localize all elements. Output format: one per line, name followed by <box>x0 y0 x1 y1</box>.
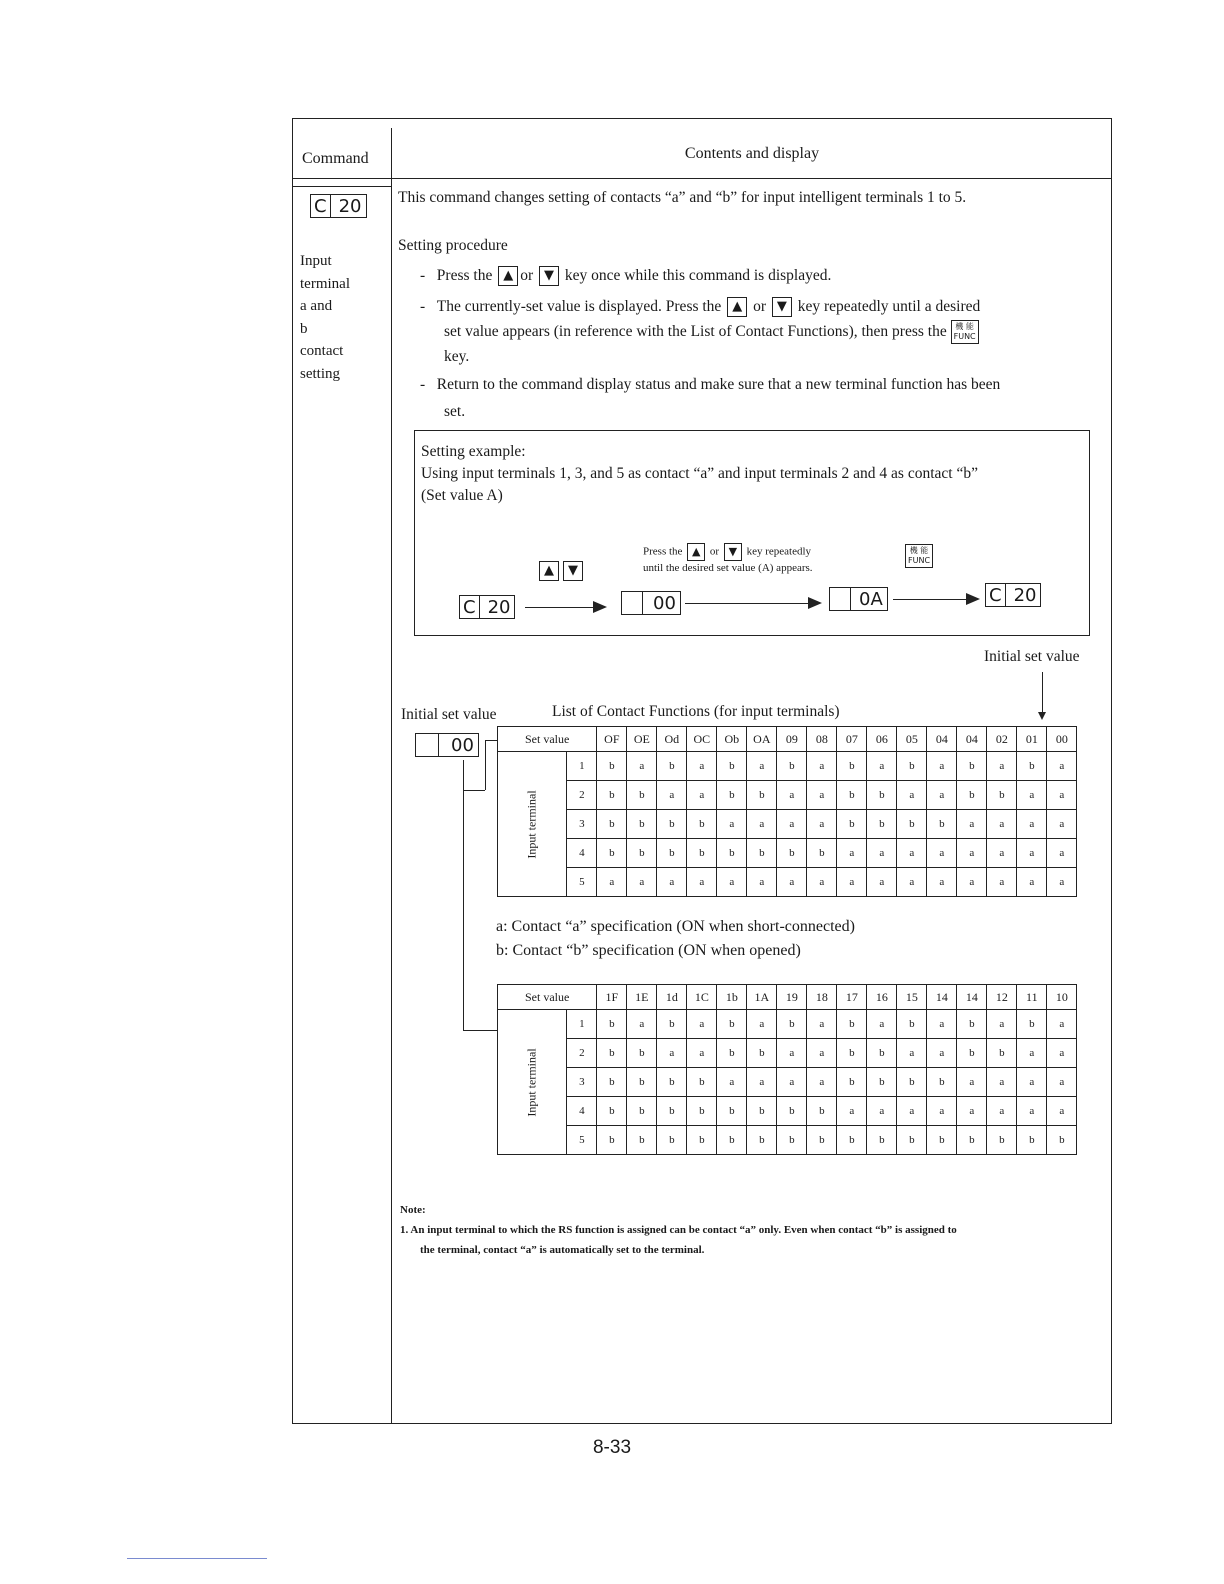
table-cell: a <box>927 1039 957 1068</box>
example-line: Using input terminals 1, 3, and 5 as contact “a” and input terminals 2 and 4 as contact “b” <box>421 465 978 482</box>
table-row <box>498 1097 1077 1126</box>
table-cell: a <box>1047 1097 1077 1126</box>
table-cell: a <box>747 810 777 839</box>
connector-line <box>463 790 464 1030</box>
header-contents: Contents and display <box>684 145 820 162</box>
table-cell: b <box>687 810 717 839</box>
table-cell: b <box>687 1068 717 1097</box>
table-cell: b <box>927 810 957 839</box>
table-header-cell: 01 <box>1017 727 1047 752</box>
table-cell: a <box>927 1010 957 1039</box>
procedure-title: Setting procedure <box>398 237 508 254</box>
table-cell: a <box>867 839 897 868</box>
table-cell: a <box>867 752 897 781</box>
table-cell: b <box>837 810 867 839</box>
command-code-number: 20 <box>331 194 368 218</box>
table-cell: b <box>897 810 927 839</box>
table-cell: b <box>1017 1010 1047 1039</box>
table-cell: b <box>657 1068 687 1097</box>
table-row <box>498 781 1077 810</box>
table-cell: b <box>897 1010 927 1039</box>
note <box>400 1200 957 1260</box>
table-cell: a <box>807 1068 837 1097</box>
example-keys <box>537 561 585 581</box>
table-cell: a <box>807 1039 837 1068</box>
table-cell: a <box>1047 839 1077 868</box>
up-key-icon: ▲ <box>539 561 559 581</box>
table-cell: b <box>717 1126 747 1155</box>
table-cell: b <box>777 1097 807 1126</box>
table-cell: a <box>927 1097 957 1126</box>
setting-example-text <box>421 441 978 507</box>
table-cell: a <box>837 868 867 897</box>
table-cell: a <box>867 1010 897 1039</box>
table-header-cell: 1d <box>657 985 687 1010</box>
header-rule <box>292 178 1112 179</box>
table-row <box>498 752 1077 781</box>
table-cell: a <box>987 1097 1017 1126</box>
list-title: List of Contact Functions (for input terminals) <box>552 703 840 720</box>
table-cell: a <box>687 1010 717 1039</box>
table-cell: b <box>897 1068 927 1097</box>
contact-functions-table-2 <box>497 984 1077 1155</box>
procedure-step-3-end: set. <box>444 403 466 420</box>
table-cell: b <box>657 839 687 868</box>
table-cell: a <box>987 810 1017 839</box>
example-instruction: Press the ▲ or ▼ key repeatedly until the desired set value (A) appears. <box>643 545 813 574</box>
table-cell: b <box>717 1010 747 1039</box>
table-cell: b <box>807 839 837 868</box>
table-row <box>498 1039 1077 1068</box>
table-cell: a <box>1017 868 1047 897</box>
table-cell: a <box>1047 781 1077 810</box>
table-cell: a <box>867 1097 897 1126</box>
table-header-cell: 08 <box>807 727 837 752</box>
table-cell: a <box>957 868 987 897</box>
table-header-cell: 18 <box>807 985 837 1010</box>
table-cell: a <box>687 752 717 781</box>
table-header-cell: OC <box>687 727 717 752</box>
table-cell: b <box>657 810 687 839</box>
func-key-icon: 機 能 FUNC <box>951 320 979 344</box>
table-cell: b <box>837 1068 867 1097</box>
table-cell: a <box>957 1068 987 1097</box>
note-title: Note: <box>400 1204 426 1216</box>
table-cell: a <box>1047 1068 1077 1097</box>
table-cell: a <box>597 868 627 897</box>
table-cell: a <box>1017 810 1047 839</box>
input-terminal-label: Input terminal <box>498 1010 567 1155</box>
table-cell: a <box>897 839 927 868</box>
down-key-icon: ▼ <box>772 297 792 317</box>
table-header-cell: 17 <box>837 985 867 1010</box>
table-cell: b <box>867 1126 897 1155</box>
table-row <box>498 1126 1077 1155</box>
table-header-cell: Od <box>657 727 687 752</box>
table-cell: b <box>957 1010 987 1039</box>
table-cell: b <box>777 752 807 781</box>
table-cell: a <box>987 752 1017 781</box>
table-cell: b <box>597 781 627 810</box>
terminal-number: 2 <box>567 781 597 810</box>
table-cell: b <box>777 1126 807 1155</box>
table-cell: b <box>627 781 657 810</box>
table-header-cell: 1C <box>687 985 717 1010</box>
table-cell: b <box>1017 752 1047 781</box>
table-cell: b <box>927 1068 957 1097</box>
command-name-line: terminal <box>300 275 350 292</box>
terminal-number: 4 <box>567 839 597 868</box>
down-key-icon: ▼ <box>539 266 559 286</box>
table-row <box>498 810 1077 839</box>
setting-example-box <box>414 430 1090 636</box>
connector-line <box>463 1030 497 1031</box>
table-header-cell: 1b <box>717 985 747 1010</box>
example-display-3: 0A <box>829 587 888 611</box>
terminal-number: 1 <box>567 1010 597 1039</box>
table-cell: b <box>717 1039 747 1068</box>
table-header-cell: 15 <box>897 985 927 1010</box>
table-cell: a <box>927 868 957 897</box>
set-value-header: Set value <box>498 727 597 752</box>
terminal-number: 3 <box>567 810 597 839</box>
table-cell: b <box>597 1068 627 1097</box>
arrow <box>685 603 810 604</box>
header-rule-left <box>292 186 392 187</box>
table-cell: b <box>837 781 867 810</box>
table-cell: a <box>927 781 957 810</box>
command-name-line: a and <box>300 298 333 314</box>
command-name-line: b <box>300 320 308 337</box>
table-cell: a <box>687 781 717 810</box>
table-cell: b <box>837 752 867 781</box>
page-number: 8-33 <box>592 1437 632 1458</box>
table-cell: b <box>657 1097 687 1126</box>
down-key-icon: ▼ <box>563 561 583 581</box>
connector-line <box>485 740 486 790</box>
table-cell: b <box>957 1126 987 1155</box>
table-cell: b <box>867 1039 897 1068</box>
table-header-cell: 06 <box>867 727 897 752</box>
table-header-cell: 14 <box>927 985 957 1010</box>
example-line: (Set value A) <box>421 487 503 504</box>
table-cell: b <box>837 1010 867 1039</box>
table-cell: b <box>807 1126 837 1155</box>
table-cell: a <box>777 810 807 839</box>
table-cell: a <box>837 1097 867 1126</box>
table-cell: a <box>777 1039 807 1068</box>
contact-functions-table-1 <box>497 726 1077 897</box>
table-row <box>498 1068 1077 1097</box>
arrow-head-icon <box>593 601 607 613</box>
table-cell: b <box>597 810 627 839</box>
command-name-line: contact <box>300 343 344 359</box>
table-header-cell: 07 <box>837 727 867 752</box>
up-key-icon: ▲ <box>498 266 518 286</box>
down-key-icon: ▼ <box>724 543 742 561</box>
note-line: the terminal, contact “a” is automatically set to the terminal. <box>420 1244 705 1256</box>
table-header-cell: 10 <box>1047 985 1077 1010</box>
table-header-cell: OA <box>747 727 777 752</box>
table-cell: b <box>837 1039 867 1068</box>
table-cell: a <box>957 839 987 868</box>
table-cell: a <box>747 1068 777 1097</box>
table-cell: b <box>867 810 897 839</box>
table-cell: a <box>897 1039 927 1068</box>
table-cell: a <box>807 752 837 781</box>
table-cell: a <box>777 1068 807 1097</box>
column-separator <box>391 128 392 1424</box>
table-cell: a <box>657 781 687 810</box>
command-code-display <box>310 194 367 218</box>
table-cell: b <box>597 752 627 781</box>
table-cell: a <box>837 839 867 868</box>
table-cell: a <box>927 839 957 868</box>
terminal-number: 5 <box>567 868 597 897</box>
table-cell: b <box>627 810 657 839</box>
table-cell: a <box>777 868 807 897</box>
table-cell: a <box>957 1097 987 1126</box>
table-header-cell: 1F <box>597 985 627 1010</box>
table-cell: a <box>627 868 657 897</box>
table-cell: b <box>747 1126 777 1155</box>
table-cell: a <box>987 868 1017 897</box>
table-cell: a <box>897 781 927 810</box>
table-cell: b <box>837 1126 867 1155</box>
procedure-step-2-end: key. <box>444 348 470 365</box>
arrow-head-icon <box>808 597 822 609</box>
table-row <box>498 1010 1077 1039</box>
table-cell: b <box>717 781 747 810</box>
table-cell: a <box>717 868 747 897</box>
table-cell: a <box>807 868 837 897</box>
header-command: Command <box>302 150 369 167</box>
example-display-1: C 20 <box>459 595 515 619</box>
table-cell: b <box>897 752 927 781</box>
input-terminal-label: Input terminal <box>498 752 567 897</box>
command-name-line: setting <box>300 365 340 382</box>
legend <box>496 915 855 963</box>
table-header-cell: 14 <box>957 985 987 1010</box>
table-header-cell: 05 <box>897 727 927 752</box>
terminal-number: 4 <box>567 1097 597 1126</box>
table-cell: b <box>657 1126 687 1155</box>
table-cell: a <box>1017 839 1047 868</box>
table-cell: b <box>597 1097 627 1126</box>
table-header-cell: 1E <box>627 985 657 1010</box>
table-cell: b <box>927 1126 957 1155</box>
table-header-cell: 02 <box>987 727 1017 752</box>
table-cell: b <box>597 1039 627 1068</box>
table-cell: b <box>687 839 717 868</box>
table-cell: b <box>777 1010 807 1039</box>
procedure-step-2: - The currently-set value is displayed. Press the ▲ or ▼ key repeatedly until a desired <box>420 293 980 320</box>
table-cell: a <box>1017 781 1047 810</box>
terminal-number: 2 <box>567 1039 597 1068</box>
table-cell: a <box>957 810 987 839</box>
up-key-icon: ▲ <box>687 543 705 561</box>
down-arrow-icon <box>1038 712 1046 720</box>
intro-text: This command changes setting of contacts “a” and “b” for input intelligent terminals 1 to 5. <box>398 189 967 206</box>
table-cell: b <box>747 781 777 810</box>
table-cell: b <box>627 1039 657 1068</box>
table-cell: b <box>957 752 987 781</box>
table-cell: a <box>777 781 807 810</box>
table-cell: b <box>957 1039 987 1068</box>
func-key-icon: 機 能 FUNC <box>905 544 933 568</box>
command-name-line: Input <box>300 253 332 269</box>
table-cell: a <box>1047 868 1077 897</box>
table-cell: b <box>747 1039 777 1068</box>
example-title: Setting example: <box>421 443 526 460</box>
table-cell: b <box>777 839 807 868</box>
table-cell: a <box>627 752 657 781</box>
connector-line <box>463 790 485 791</box>
terminal-number: 1 <box>567 752 597 781</box>
table-cell: b <box>687 1126 717 1155</box>
table-header-cell: 09 <box>777 727 807 752</box>
table-cell: b <box>657 1010 687 1039</box>
table-cell: a <box>1047 1039 1077 1068</box>
arrow <box>525 607 595 608</box>
connector-line <box>463 760 464 790</box>
table-cell: a <box>1047 752 1077 781</box>
table-cell: b <box>627 1126 657 1155</box>
table-cell: a <box>1047 1010 1077 1039</box>
set-value-header: Set value <box>498 985 597 1010</box>
table-header-cell: 19 <box>777 985 807 1010</box>
table-cell: b <box>867 781 897 810</box>
table-cell: a <box>987 1010 1017 1039</box>
table-header-cell: 04 <box>927 727 957 752</box>
table-cell: b <box>597 1126 627 1155</box>
table-header-cell: 00 <box>1047 727 1077 752</box>
table-cell: a <box>627 1010 657 1039</box>
table-cell: a <box>657 868 687 897</box>
table-cell: a <box>1017 1097 1047 1126</box>
arrow-head-icon <box>966 593 980 605</box>
table-cell: b <box>687 1097 717 1126</box>
table-cell: b <box>747 1097 777 1126</box>
table-cell: a <box>717 1068 747 1097</box>
table-cell: a <box>747 752 777 781</box>
table-cell: b <box>657 752 687 781</box>
table-cell: b <box>627 839 657 868</box>
terminal-number: 5 <box>567 1126 597 1155</box>
table-cell: a <box>927 752 957 781</box>
table-cell: a <box>687 868 717 897</box>
table-row <box>498 839 1077 868</box>
table-cell: b <box>717 1097 747 1126</box>
legend-a: a: Contact “a” specification (ON when short-connected) <box>496 918 855 935</box>
procedure-step-2-cont: set value appears (in reference with the List of Contact Functions), then press the 機 能 FUNC <box>444 318 979 345</box>
arrow <box>893 599 968 600</box>
initial-pointer-line <box>1042 672 1043 714</box>
table-cell: b <box>987 1039 1017 1068</box>
example-display-2: 00 <box>621 591 681 615</box>
table-cell: b <box>807 1097 837 1126</box>
table-cell: a <box>807 810 837 839</box>
table-cell: b <box>957 781 987 810</box>
table-header-cell: Ob <box>717 727 747 752</box>
table-cell: b <box>897 1126 927 1155</box>
table-header-cell: 11 <box>1017 985 1047 1010</box>
table-header-cell: 1A <box>747 985 777 1010</box>
table-cell: a <box>1047 810 1077 839</box>
table-cell: b <box>717 839 747 868</box>
initial-value-display: 00 <box>415 733 479 757</box>
command-code-letter: C <box>310 194 331 218</box>
procedure-step-3: - Return to the command display status and make sure that a new terminal function has been <box>420 376 1001 393</box>
table-cell: a <box>747 1010 777 1039</box>
table-cell: a <box>897 868 927 897</box>
table-header-cell: OE <box>627 727 657 752</box>
legend-b: b: Contact “b” specification (ON when opened) <box>496 942 801 959</box>
table-cell: b <box>597 839 627 868</box>
table-cell: b <box>867 1068 897 1097</box>
table-cell: a <box>807 1010 837 1039</box>
footer-rule <box>127 1558 267 1559</box>
procedure-step-1: - Press the ▲ or ▼ key once while this command is displayed. <box>420 262 831 289</box>
table-cell: a <box>867 868 897 897</box>
table-row <box>498 868 1077 897</box>
up-key-icon: ▲ <box>727 297 747 317</box>
table-cell: a <box>657 1039 687 1068</box>
table-cell: a <box>987 839 1017 868</box>
table-cell: b <box>747 839 777 868</box>
terminal-number: 3 <box>567 1068 597 1097</box>
table-header-cell: 16 <box>867 985 897 1010</box>
table-cell: b <box>987 781 1017 810</box>
initial-value-left-label: Initial set value <box>401 706 497 723</box>
table-cell: b <box>1047 1126 1077 1155</box>
table-cell: b <box>1017 1126 1047 1155</box>
table-cell: a <box>1017 1039 1047 1068</box>
example-display-4: C 20 <box>985 583 1041 607</box>
table-cell: a <box>717 810 747 839</box>
initial-value-right-label: Initial set value <box>984 648 1080 665</box>
table-cell: a <box>987 1068 1017 1097</box>
table-cell: b <box>597 1010 627 1039</box>
table-cell: b <box>627 1097 657 1126</box>
table-header-cell: 04 <box>957 727 987 752</box>
note-line: 1. An input terminal to which the RS function is assigned can be contact “a” only. Even when contact “b” is assigned to <box>400 1224 957 1236</box>
table-header-cell: 12 <box>987 985 1017 1010</box>
table-header-cell: OF <box>597 727 627 752</box>
table-cell: b <box>717 752 747 781</box>
connector-line <box>485 740 497 741</box>
table-cell: a <box>897 1097 927 1126</box>
table-cell: a <box>687 1039 717 1068</box>
table-cell: b <box>627 1068 657 1097</box>
table-cell: b <box>987 1126 1017 1155</box>
table-cell: a <box>1017 1068 1047 1097</box>
command-name <box>300 250 350 385</box>
table-cell: a <box>747 868 777 897</box>
table-cell: a <box>807 781 837 810</box>
